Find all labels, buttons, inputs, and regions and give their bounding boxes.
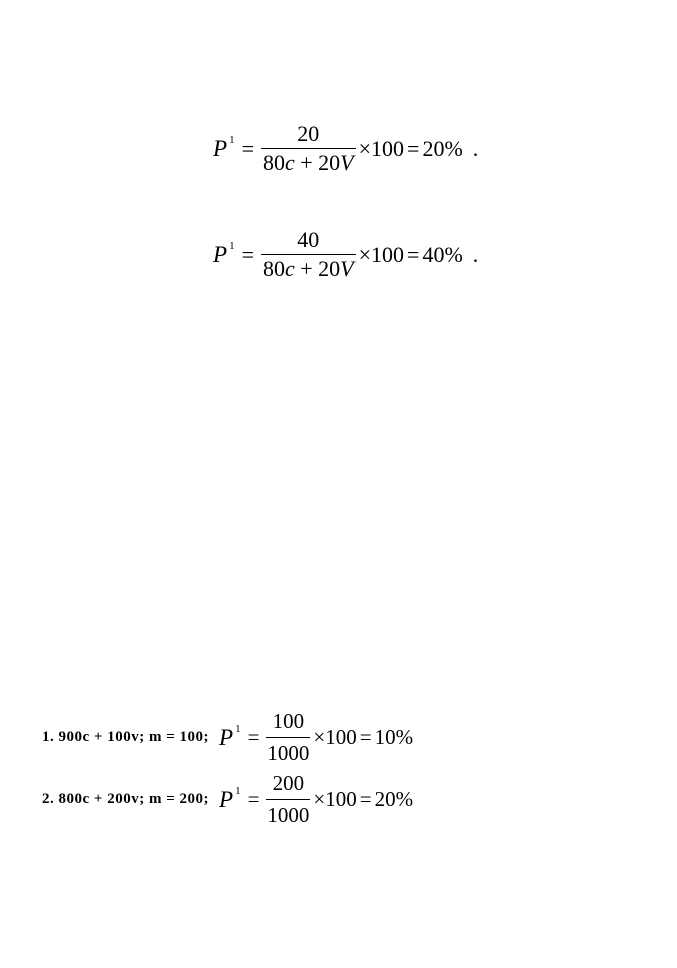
lhs-superscript: 1	[235, 784, 241, 797]
multiplier: ×100	[313, 725, 357, 749]
terminator: .	[472, 241, 479, 267]
equals-sign: =	[241, 241, 254, 267]
lhs-variable: P $^1$	[219, 722, 241, 750]
profit-rate-equation-1	[213, 123, 478, 174]
equals-sign: =	[247, 787, 260, 811]
item-equation	[219, 709, 413, 766]
equals-sign-2: =	[359, 787, 372, 811]
lhs-superscript: 1	[229, 240, 235, 253]
lhs-superscript: 1	[229, 134, 235, 147]
equals-sign-2: =	[359, 725, 372, 749]
den-var-1: c	[284, 256, 295, 281]
fraction	[261, 229, 356, 280]
denominator	[261, 255, 356, 280]
denominator: 1000	[267, 741, 310, 765]
item-equation	[219, 771, 413, 828]
result: 10%	[374, 725, 414, 749]
den-var-1: c	[284, 150, 295, 175]
den-var-2: V	[340, 256, 354, 281]
item-description: 2. 800c + 200v; m = 200;	[42, 791, 209, 807]
multiplier: ×100	[358, 135, 405, 161]
equals-sign-2: =	[407, 241, 420, 267]
den-term-1: 80	[262, 256, 285, 281]
lhs-superscript: 1	[235, 722, 241, 735]
equals-sign: =	[241, 135, 254, 161]
list-item-1	[42, 709, 413, 766]
numerator: 100	[272, 709, 305, 733]
denominator	[261, 149, 356, 174]
fraction	[266, 709, 310, 766]
den-term-1: 80	[262, 150, 285, 175]
numerator: 20	[297, 121, 320, 146]
item-description: 1. 900c + 100v; m = 100;	[42, 729, 209, 745]
profit-rate-equation-2	[213, 229, 478, 280]
den-term-2: 20	[318, 150, 341, 175]
result: 40%	[422, 241, 463, 267]
den-term-2: 20	[318, 256, 341, 281]
den-plus: +	[300, 256, 313, 281]
lhs-variable: P $^1$	[219, 784, 241, 812]
result: 20%	[374, 787, 414, 811]
den-var-2: V	[340, 150, 354, 175]
lhs-variable: P $^1$	[213, 240, 235, 267]
fraction	[261, 123, 356, 174]
lhs-variable: P $^1$	[213, 134, 235, 161]
multiplier: ×100	[313, 787, 357, 811]
multiplier: ×100	[358, 241, 405, 267]
numerator: 200	[272, 771, 305, 795]
result: 20%	[422, 135, 463, 161]
den-plus: +	[300, 150, 313, 175]
list-item-2	[42, 771, 413, 828]
terminator: .	[472, 135, 479, 161]
denominator: 1000	[267, 803, 310, 827]
numerator: 40	[297, 227, 320, 252]
equals-sign: =	[247, 725, 260, 749]
fraction	[266, 771, 310, 828]
equals-sign-2: =	[407, 135, 420, 161]
